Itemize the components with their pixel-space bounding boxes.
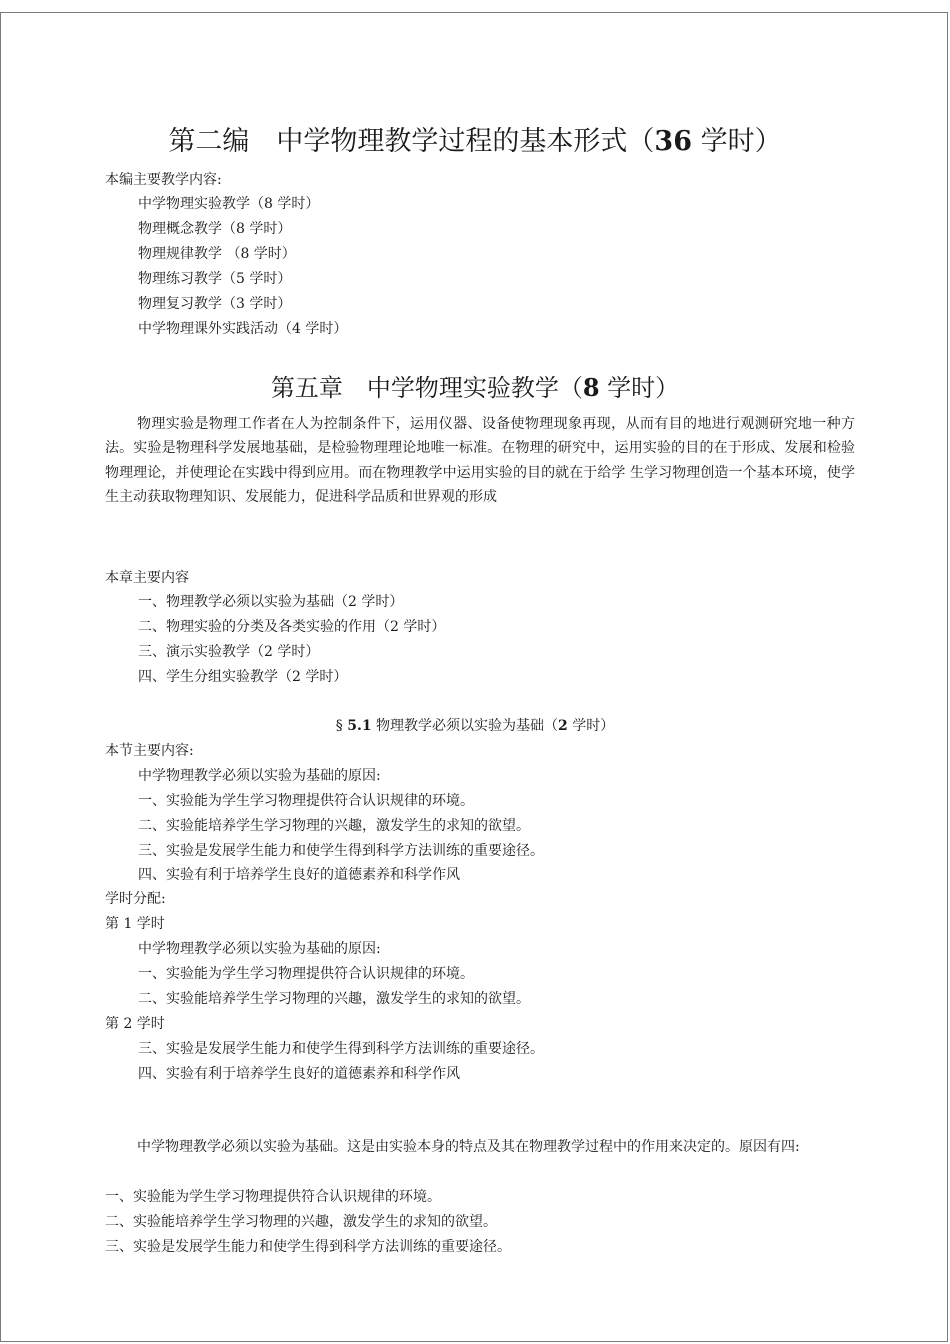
part-content-item: 物理规律教学 （8 学时）	[138, 246, 296, 262]
body-list-item: 一、实验能为学生学习物理提供符合认识规律的环境。	[105, 1189, 441, 1205]
chapter-title-hours: 8	[582, 373, 600, 402]
section-title-text: 物理教学必须以实验为基础（	[376, 718, 559, 734]
part-title-prefix: 第二编 中学物理教学过程的基本形式（	[168, 126, 655, 157]
hour1-line: 一、实验能为学生学习物理提供符合认识规律的环境。	[138, 966, 474, 982]
part-content-item: 中学物理课外实践活动（4 学时）	[138, 321, 348, 337]
part-content-item: 物理概念教学（8 学时）	[138, 221, 292, 237]
section-title-hours: 2	[558, 718, 568, 734]
section-title-suffix: 学时）	[572, 718, 615, 734]
part-title	[0, 122, 950, 162]
chapter-content-item: 三、演示实验教学（2 学时）	[138, 644, 320, 660]
hour1-line: 中学物理教学必须以实验为基础的原因:	[138, 941, 381, 957]
hour2-line: 三、实验是发展学生能力和使学生得到科学方法训练的重要途径。	[138, 1041, 544, 1057]
chapter-content-item: 四、学生分组实验教学（2 学时）	[138, 669, 348, 685]
chapter-content-item: 一、物理教学必须以实验为基础（2 学时）	[138, 594, 404, 610]
body-list-item: 三、实验是发展学生能力和使学生得到科学方法训练的重要途径。	[105, 1239, 511, 1255]
section-title	[0, 715, 950, 737]
part-contents-heading: 本编主要教学内容:	[105, 172, 222, 188]
body-list-item: 二、实验能培养学生学习物理的兴趣，激发学生的求知的欲望。	[105, 1214, 497, 1230]
chapter-content-item: 二、物理实验的分类及各类实验的作用（2 学时）	[138, 619, 446, 635]
part-content-item: 物理复习教学（3 学时）	[138, 296, 292, 312]
hour1-line: 二、实验能培养学生学习物理的兴趣，激发学生的求知的欲望。	[138, 991, 530, 1007]
section-reason-item: 一、实验能为学生学习物理提供符合认识规律的环境。	[138, 793, 474, 809]
part-content-item: 中学物理实验教学（8 学时）	[138, 196, 320, 212]
schedule-heading: 学时分配:	[105, 891, 166, 907]
section-body-paragraph: 中学物理教学必须以实验为基础。这是由实验本身的特点及其在物理教学过程中的作用来决定的。原因有四:	[137, 1139, 800, 1155]
hour1-label: 第 1 学时	[105, 916, 165, 932]
section-reason-item: 四、实验有利于培养学生良好的道德素养和科学作风	[138, 867, 460, 883]
chapter-title-suffix: 学时）	[607, 374, 680, 402]
section-reason-item: 三、实验是发展学生能力和使学生得到科学方法训练的重要途径。	[138, 843, 544, 859]
chapter-title	[0, 370, 950, 406]
chapter-title-prefix: 第五章 中学物理实验教学（	[270, 374, 583, 402]
chapter-contents-heading: 本章主要内容	[105, 570, 189, 586]
hour2-label: 第 2 学时	[105, 1016, 165, 1032]
section-contents-heading: 本节主要内容:	[105, 743, 194, 759]
hour2-line: 四、实验有利于培养学生良好的道德素养和科学作风	[138, 1066, 460, 1082]
section-reason-item: 二、实验能培养学生学习物理的兴趣，激发学生的求知的欲望。	[138, 818, 530, 834]
part-title-suffix: 学时）	[700, 126, 782, 157]
chapter-intro-paragraph: 物理实验是物理工作者在人为控制条件下，运用仪器、设备使物理现象再现，从而有目的地进行观测研究地一种方法。实验是物理科学发展地基础，是检验物理理论地唯一标准。在物理的研究中，运用实验的目的在于形成、发展和检验物理理论，并使理论在实践中得到应用。而在物理教学中运用实验的目的就在于给学 生学习物理创造一个基本环境，使学生主动获取物理知识、发展能力，促进科学品质和世界观的形成	[105, 416, 855, 506]
part-title-hours: 36	[654, 126, 692, 157]
section-number: 5.1	[347, 718, 372, 734]
part-content-item: 物理练习教学（5 学时）	[138, 271, 292, 287]
section-reason-heading: 中学物理教学必须以实验为基础的原因:	[138, 768, 381, 784]
section-symbol: §	[335, 718, 343, 734]
